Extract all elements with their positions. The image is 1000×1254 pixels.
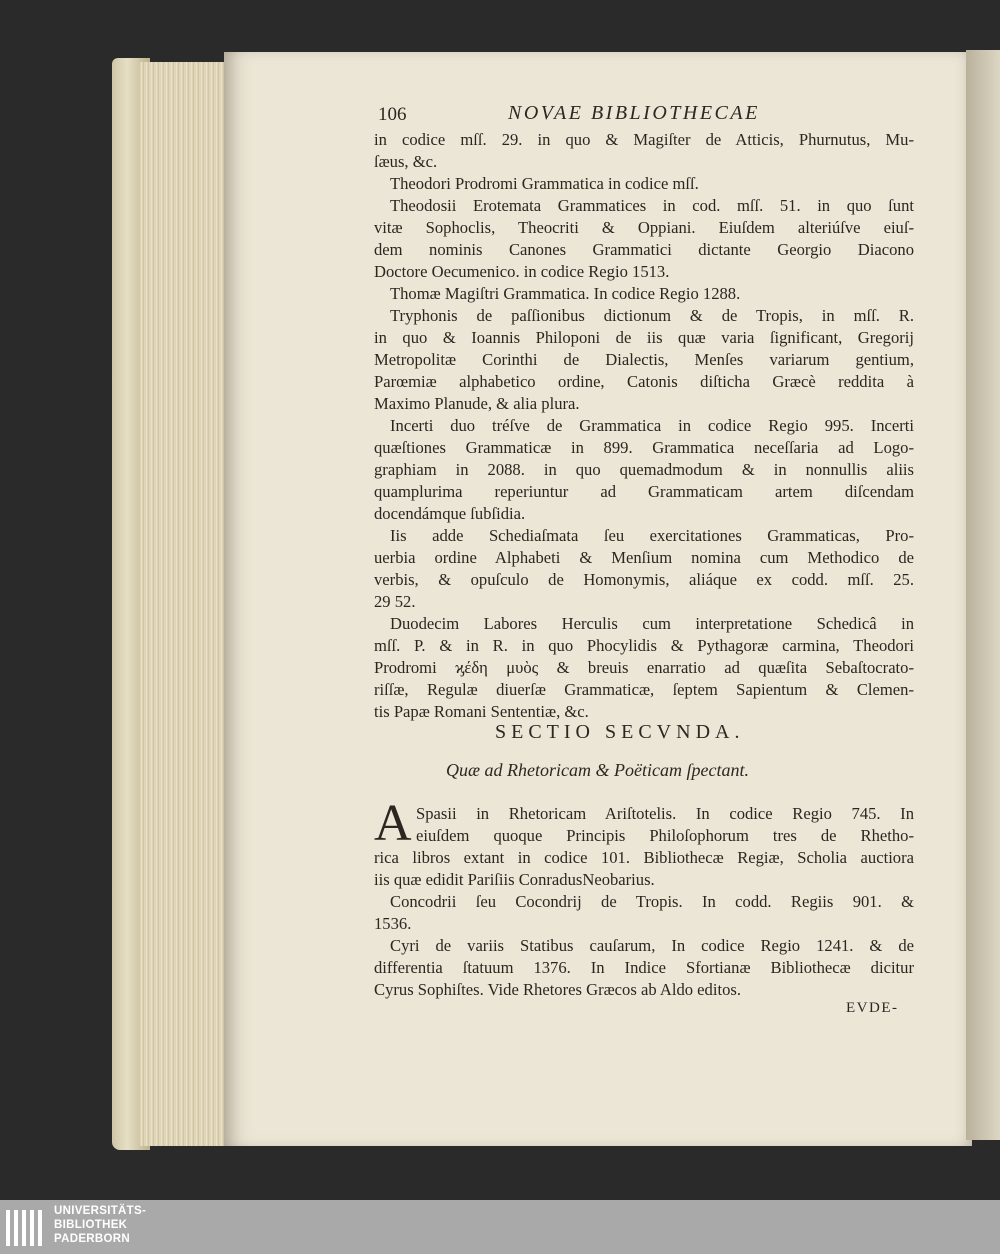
- text-line: in quo & Ioannis Philoponi de iis quæ varia ſignificant, Gregorij: [374, 328, 914, 347]
- library-name: [54, 1204, 146, 1246]
- text-line: tis Papæ Romani Sententiæ, &c.: [374, 702, 589, 721]
- text-line: differentia ſtatuum 1376. In Indice Sfortianæ Bibliothecæ dicitur: [374, 958, 914, 977]
- section-subtitle: Quæ ad Rhetoricam & Poëticam ſpectant.: [446, 760, 749, 780]
- text-line: eiuſdem quoque Principis Philoſophorum tres de Rhetho-: [416, 826, 914, 845]
- drop-initial: A: [374, 795, 412, 852]
- text-line: in codice mſſ. 29. in quo & Magiſter de Atticis, Phurnutus, Mu-: [374, 130, 914, 149]
- library-name-line: PADERBORN: [54, 1233, 130, 1245]
- text-line: Duodecim Labores Herculis cum interpretatione Schedicâ in: [390, 614, 914, 633]
- text-line: Tryphonis de paſſionibus dictionum & de Tropis, in mſſ. R.: [390, 306, 914, 325]
- library-footer: [0, 1200, 1000, 1254]
- section-title: SECTIO SECVNDA.: [495, 721, 745, 743]
- library-name-line: UNIVERSITÄTS-: [54, 1205, 147, 1217]
- text-line: dem nominis Canones Grammatici dictante Georgio Diacono: [374, 240, 914, 259]
- library-name-line: BIBLIOTHEK: [54, 1219, 128, 1231]
- text-line: mſſ. P. & in R. in quo Phocylidis & Pythagoræ carmina, Theodori: [374, 636, 914, 655]
- catchword: EVDE-: [846, 1000, 899, 1016]
- text-line: 1536.: [374, 914, 412, 933]
- text-line: Maximo Planude, & alia plura.: [374, 394, 580, 413]
- text-line: Parœmiæ alphabetico ordine, Catonis diſticha Græcè reddita à: [374, 372, 914, 391]
- text-line: Concodrii ſeu Cocondrij de Tropis. In codd. Regiis 901. &: [390, 892, 914, 911]
- text-line: riſſæ, Regulæ diuerſæ Grammaticæ, ſeptem Sapientum & Clemen-: [374, 680, 914, 699]
- running-head: NOVAE BIBLIOTHECAE: [508, 102, 760, 124]
- text-line: Theodori Prodromi Grammatica in codice mſſ.: [390, 174, 699, 193]
- text-line: graphiam in 2088. in quo quemadmodum & in nonnullis aliis: [374, 460, 914, 479]
- text-line: quæſtiones Grammaticæ in 899. Grammatica neceſſaria ad Logo-: [374, 438, 914, 457]
- text-line: verbis, & opuſculo de Homonymis, aliáque ex codd. mſſ. 25.: [374, 570, 914, 589]
- page-number: 106: [378, 104, 407, 125]
- text-line: iis quæ edidit Pariſiis ConradusNeobarius.: [374, 870, 655, 889]
- text-line: Iis adde Schediaſmata ſeu exercitationes Grammaticas, Pro-: [390, 526, 914, 545]
- text-line: Metropolitæ Corinthi de Dialectis, Menſes variarum gentium,: [374, 350, 914, 369]
- text-line: ſæus, &c.: [374, 152, 438, 171]
- text-line: quamplurima reperiuntur ad Grammaticam artem diſcendam: [374, 482, 914, 501]
- text-line: Incerti duo tréſve de Grammatica in codice Regio 995. Incerti: [390, 416, 914, 435]
- text-line: Cyrus Sophiſtes. Vide Rhetores Græcos ab Aldo editos.: [374, 980, 741, 999]
- text-line: Spasii in Rhetoricam Ariſtotelis. In codice Regio 745. In: [416, 804, 914, 823]
- text-line: vitæ Sophoclis, Theocriti & Oppiani. Eiuſdem alteriúſve eiuſ-: [374, 218, 914, 237]
- page-stack-edge: [140, 62, 230, 1146]
- text-line: docendámque ſubſidia.: [374, 504, 526, 523]
- text-line: Theodosii Erotemata Grammatices in cod. mſſ. 51. in quo ſunt: [390, 196, 914, 215]
- text-line: Prodromi ϗέδη μυὸς & breuis enarratio ad quæſita Sebaſtocrato-: [374, 658, 914, 677]
- library-logo-icon: [4, 1204, 46, 1250]
- page-header: [378, 104, 910, 130]
- next-page-edge: [966, 50, 1000, 1140]
- text-line: 29 52.: [374, 592, 416, 611]
- text-line: rica libros extant in codice 101. Bibliothecæ Regiæ, Scholia auctiora: [374, 848, 914, 867]
- text-line: Doctore Oecumenico. in codice Regio 1513.: [374, 262, 670, 281]
- text-line: Thomæ Magiſtri Grammatica. In codice Regio 1288.: [390, 284, 741, 303]
- text-line: uerbia ordine Alphabeti & Menſium nomina cum Methodico de: [374, 548, 914, 567]
- text-line: Cyri de variis Statibus cauſarum, In codice Regio 1241. & de: [390, 936, 914, 955]
